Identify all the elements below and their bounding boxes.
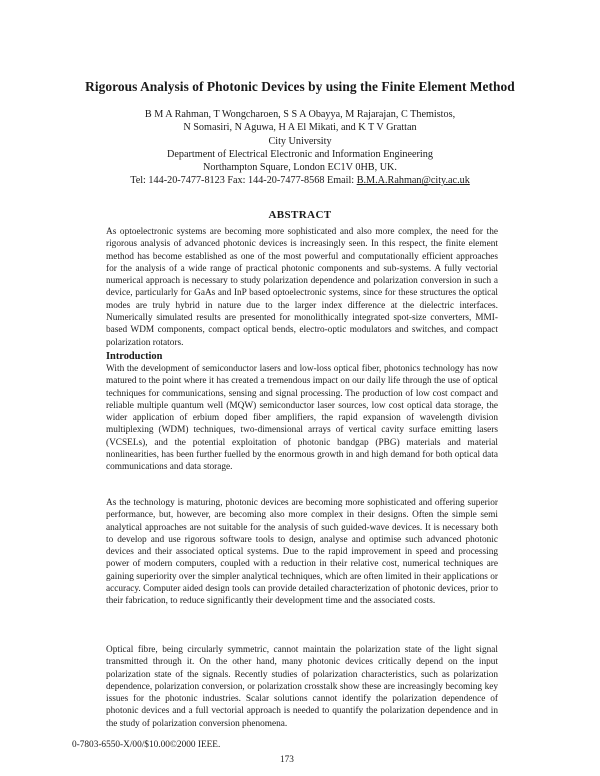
email-link[interactable]: B.M.A.Rahman@city.ac.uk	[356, 175, 470, 187]
intro-paragraph-3: Optical fibre, being circularly symmetric, cannot maintain the polarization state of the light signal transmitted through it. On the other hand, many photonic devices critically depend on the input polarization state of the signals. Recently studies of polarization characteristics, such as polarization dependence, polarization conversion, or polarization crosstalk show these are increasingly becoming key issues for the photonic industries. Scalar solutions cannot identify the polarization dependence of photonic devices and a full vectorial approach is needed to quantify the polarization dependence and in the study of polarization conversion phenomena.	[106, 645, 498, 729]
affiliation: City University	[268, 135, 332, 147]
paper-title: Rigorous Analysis of Photonic Devices by using the Finite Element Method	[85, 79, 515, 94]
copyright-notice: 0-7803-6550-X/00/$10.00©2000 IEEE.	[72, 740, 221, 750]
introduction-heading: Introduction	[106, 351, 163, 362]
contact-line	[0, 174, 600, 187]
contact-numbers: Tel: 144-20-7477-8123 Fax: 144-20-7477-8568 Email:	[130, 175, 357, 187]
abstract-heading: ABSTRACT	[268, 209, 332, 221]
intro-paragraph-2: As the technology is maturing, photonic devices are becoming more sophisticated and offering superior performance, but, however, are becoming also more complex in their designs. Often the simple semi analytical approaches are not suitable for the analysis of such guided-wave devices. It is necessary both to develop and use rigorous software tools to design, analyse and optimise such advanced photonic devices and their associated optical systems. Due to the rapid improvement in speed and processing power of modern computers, coupled with a reduction in their relative cost, numerical techniques are gaining superiority over the simpler analytical techniques, which are often limited in their applications or accuracy. Computer aided design tools can provide detailed characterization of photonic devices, prior to their fabrication, to reduce significantly their development time and the associated costs.	[106, 498, 498, 607]
author-block	[0, 108, 600, 188]
page-number: 173	[280, 755, 294, 765]
authors-line-1: B M A Rahman, T Wongcharoen, S S A Obayya, M Rajarajan, C Themistos,	[144, 109, 456, 120]
intro-paragraph-1: With the development of semiconductor lasers and low-loss optical fiber, photonics technology has now matured to the point where it has created a tremendous impact on our daily life through the use of optical techniques for communications, sensing and signal processing. The production of low cost compact and reliable multiple quantum well (MQW) semiconductor laser sources, low cost optical data storage, the wider application of erbium doped fiber amplifiers, the rapid expansion of wavelength division multiplexing (WDM) techniques, two-dimensional arrays of vertical cavity surface emitting lasers (VCSELs), and the potential exploitation of photonic bandgap (PBG) materials and material nonlinearities, has been further fuelled by the enormous growth in and high demand for both optical data communications and data storage.	[106, 364, 498, 473]
department: Department of Electrical Electronic and Information Engineering	[167, 148, 433, 160]
address: Northampton Square, London EC1V 0HB, UK.	[203, 162, 397, 174]
authors-line-2: N Somasiri, N Aguwa, H A El Mikati, and K T V Grattan	[183, 122, 417, 134]
abstract-text: As optoelectronic systems are becoming more sophisticated and also more complex, the need for the rigorous analysis of advanced photonic devices is increasingly seen. In this respect, the finite element method has become established as one of the most powerful and computationally efficient approaches for the analysis of a wide range of practical photonic components and sub-systems. A fully vectorial numerical approach is necessary to study polarization dependence and polarization conversion in such a device, particularly for GaAs and InP based optoelectronic systems, since for these structures the optical modes are truly hybrid in nature due to the larger index difference at the dielectric interfaces. Numerically simulated results are presented for monolithically integrated spot-size converters, MMI-based WDM components, compact optical bends, electro-optic modulators and switches, and compact polarization rotators.	[106, 227, 498, 348]
